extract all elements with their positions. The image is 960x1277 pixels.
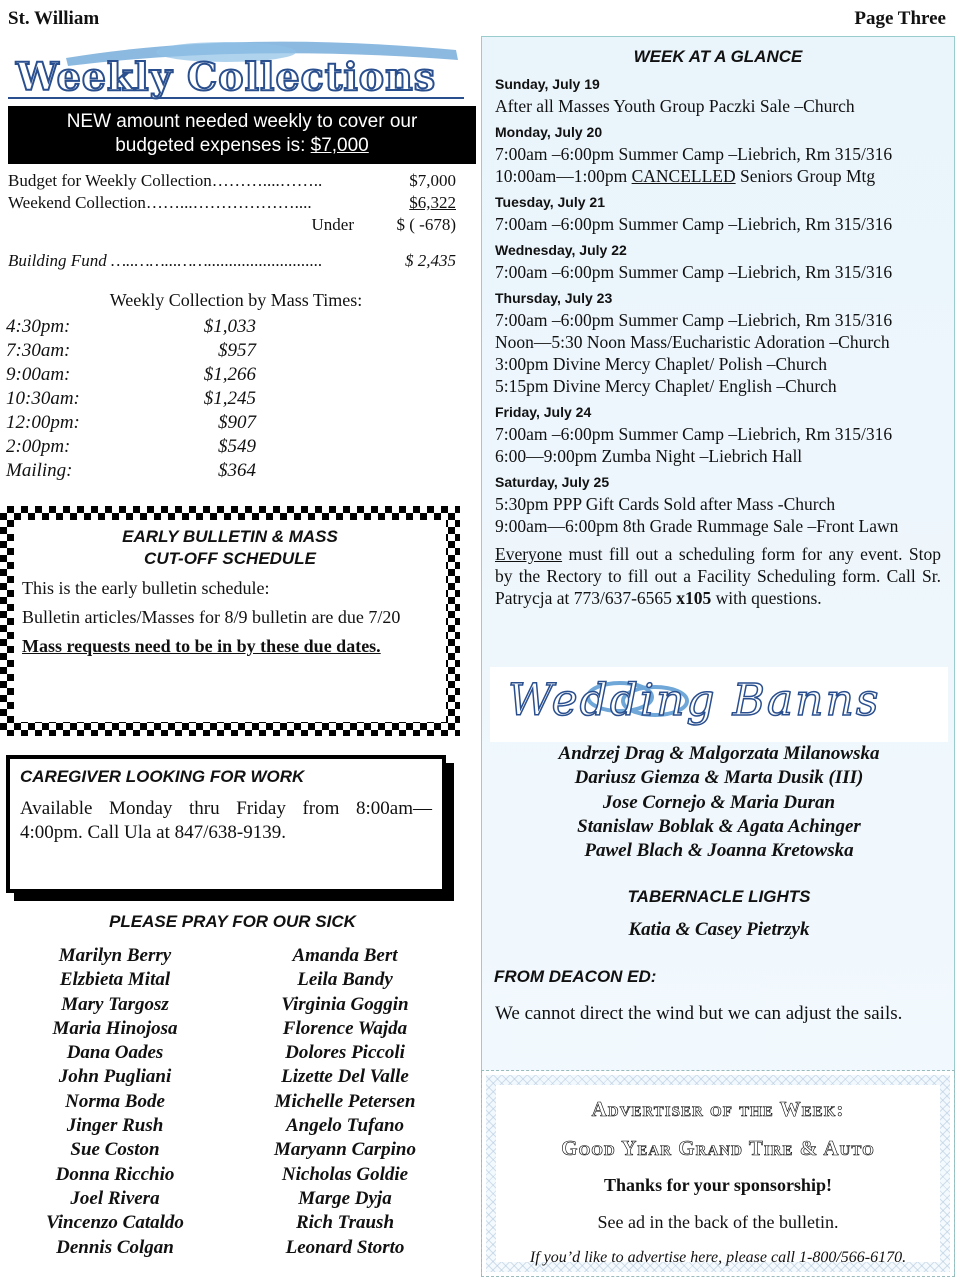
day-event: 7:00am –6:00pm Summer Camp –Liebrich, Rm 315/316 — [495, 144, 893, 164]
day-event: Noon—5:30 Noon Mass/Eucharistic Adoration –Church — [495, 332, 890, 352]
mass-row: 9:00am: $1,266 — [6, 364, 256, 385]
page-number: Page Three — [854, 8, 946, 29]
wedding-couple: Andrzej Drag & Malgorzata Milanowska — [558, 743, 880, 764]
sick-name: Virginia Goggin — [281, 993, 409, 1015]
weekly-collections-title: Weekly Collections — [16, 54, 437, 99]
scheduling-notice: Everyone must fill out a scheduling form for any event. Stop by the Rectory to fill out a Facility Scheduling form. Call Sr. Patrycja at 773/637-6565 x105 with questions. — [495, 544, 941, 608]
sick-name: Jinger Rush — [66, 1115, 164, 1137]
amount-needed-box — [8, 106, 476, 164]
sick-name: Leonard Storto — [285, 1236, 405, 1258]
day-block — [495, 401, 954, 467]
sick-name: Mary Targosz — [61, 993, 169, 1015]
mass-times-table — [6, 315, 471, 483]
under-row: Under $ ( -678) — [311, 215, 456, 234]
week-at-a-glance-title: WEEK AT A GLANCE — [633, 47, 803, 66]
deacon-title: FROM DEACON ED: — [494, 967, 657, 986]
sick-name: Rich Traush — [295, 1212, 395, 1234]
mass-requests-note: Mass requests need to be in by these due dates. — [22, 636, 381, 656]
sick-name: Vincenzo Cataldo — [46, 1212, 184, 1234]
advertiser-name: Good Year Grand Tire & Auto — [561, 1136, 875, 1160]
needed-line-2: budgeted expenses is: $7,000 — [115, 135, 369, 156]
sick-list-column-1 — [0, 944, 230, 1260]
wedding-couple: Pawel Blach & Joanna Kretowska — [584, 840, 854, 862]
early-bulletin-intro: This is the early bulletin schedule: — [22, 578, 270, 598]
day-event: 7:00am –6:00pm Summer Camp –Liebrich, Rm 315/316 — [495, 262, 893, 282]
building-fund-row: Building Fund …..……...……........................... $ 2,435 — [8, 251, 456, 270]
sick-name: Michelle Petersen — [274, 1090, 416, 1112]
mass-row: 2:00pm: $549 — [6, 436, 256, 457]
early-bulletin-box — [0, 506, 460, 736]
day-event: 6:00—9:00pm Zumba Night –Liebrich Hall — [495, 446, 803, 466]
sick-name: Joel Rivera — [70, 1187, 160, 1209]
parish-name: St. William — [8, 8, 100, 29]
needed-line-1: NEW amount needed weekly to cover our — [66, 111, 418, 132]
sick-name: Marilyn Berry — [58, 945, 172, 966]
mass-row: 10:30am: $1,245 — [6, 388, 256, 409]
day-name: Wednesday, July 22 — [495, 242, 627, 258]
sick-name: Lizette Del Valle — [281, 1066, 409, 1088]
day-name: Thursday, July 23 — [495, 290, 613, 306]
cutoff-schedule-title: CUT-OFF SCHEDULE — [144, 549, 316, 568]
sick-name: Angelo Tufano — [285, 1115, 405, 1137]
day-block — [495, 121, 954, 187]
day-name: Friday, July 24 — [495, 404, 592, 420]
day-event: 10:00am—1:00pm CANCELLED Seniors Group Mtg — [495, 166, 876, 186]
day-block — [495, 471, 954, 537]
wedding-couple: Dariusz Giemza & Marta Dusik (III) — [574, 767, 864, 789]
budget-row: Budget for Weekly Collection………....…….. $7,000 — [8, 171, 456, 190]
weekend-row: Weekend Collection……...……………….... $6,322 — [8, 193, 456, 212]
sick-name: Florence Wajda — [282, 1017, 408, 1039]
day-name: Monday, July 20 — [495, 124, 603, 140]
wedding-couples-list — [482, 742, 956, 863]
mass-times-title: Weekly Collection by Mass Times: — [109, 290, 363, 310]
sick-name: Amanda Bert — [292, 945, 398, 966]
weekly-collections-banner — [6, 36, 471, 106]
sick-name: Dennis Colgan — [56, 1236, 174, 1258]
sick-name: Norma Bode — [65, 1090, 165, 1112]
day-event: 9:00am—6:00pm 8th Grade Rummage Sale –Front Lawn — [495, 516, 899, 536]
advertiser-thanks: Thanks for your sponsorship! — [604, 1175, 832, 1195]
sick-name: Elzbieta Mital — [59, 969, 171, 991]
sick-name: Maryann Carpino — [273, 1139, 417, 1161]
mass-row: 7:30am: $957 — [6, 340, 256, 361]
day-event: 7:00am –6:00pm Summer Camp –Liebrich, Rm 315/316 — [495, 424, 893, 444]
needed-amount: $7,000 — [310, 135, 369, 156]
mass-row: 12:00pm: $907 — [6, 412, 256, 433]
bulletin-due-text: Bulletin articles/Masses for 8/9 bulletin are due 7/20 — [22, 607, 401, 627]
tabernacle-title: TABERNACLE LIGHTS — [627, 887, 811, 906]
caregiver-body: Available Monday thru Friday from 8:00am—4:00pm. Call Ula at 847/638-9139. — [20, 798, 432, 843]
day-name: Tuesday, July 21 — [495, 194, 605, 210]
day-event: 5:15pm Divine Mercy Chaplet/ English –Church — [495, 376, 837, 396]
day-event: 5:30pm PPP Gift Cards Sold after Mass -Church — [495, 494, 836, 514]
day-name: Sunday, July 19 — [495, 76, 600, 92]
day-name: Saturday, July 25 — [495, 474, 610, 490]
day-event: After all Masses Youth Group Paczki Sale –Church — [495, 96, 855, 116]
day-event: 3:00pm Divine Mercy Chaplet/ Polish –Church — [495, 354, 827, 374]
left-column — [6, 36, 471, 524]
pray-title: PLEASE PRAY FOR OUR SICK — [109, 912, 356, 931]
sick-name: Dolores Piccoli — [285, 1042, 405, 1064]
wedding-couple: Stanislaw Boblak & Agata Achinger — [577, 815, 861, 837]
sick-name: John Pugliani — [58, 1066, 172, 1088]
caregiver-title: CAREGIVER LOOKING FOR WORK — [20, 767, 305, 786]
mass-row: Mailing: $364 — [6, 460, 256, 481]
sick-name: Leila Bandy — [297, 969, 393, 991]
pray-for-sick-section — [0, 912, 465, 1260]
wedding-banns-banner — [490, 667, 948, 742]
sick-name: Donna Ricchio — [55, 1163, 175, 1185]
sick-name: Maria Hinojosa — [52, 1017, 178, 1039]
day-block — [495, 73, 954, 117]
budget-summary — [8, 170, 471, 272]
advertiser-title: Advertiser of the Week: — [591, 1097, 845, 1121]
right-column — [481, 36, 955, 1275]
sick-list-column-2 — [230, 944, 460, 1260]
wedding-banns-title: Wedding Banns — [508, 675, 881, 726]
tabernacle-names: Katia & Casey Pietrzyk — [628, 919, 810, 940]
advertiser-call: If you’d like to advertise here, please call 1-800/566-6170. — [529, 1249, 907, 1266]
sick-name: Dana Oades — [66, 1042, 164, 1064]
day-block — [495, 287, 954, 397]
sick-name: Nicholas Goldie — [281, 1163, 409, 1185]
wedding-couple: Jose Cornejo & Maria Duran — [602, 791, 836, 813]
advertiser-see-ad: See ad in the back of the bulletin. — [597, 1212, 839, 1232]
early-bulletin-title: EARLY BULLETIN & MASS — [122, 527, 338, 546]
sick-name: Marge Dyja — [298, 1187, 392, 1209]
day-event: 7:00am –6:00pm Summer Camp –Liebrich, Rm 315/316 — [495, 310, 893, 330]
caregiver-box — [6, 755, 446, 893]
mass-row: 4:30pm: $1,033 — [6, 316, 256, 337]
day-block — [495, 239, 954, 283]
advertiser-box — [482, 1071, 954, 1276]
day-block — [495, 191, 954, 235]
sick-name: Sue Coston — [70, 1139, 160, 1161]
deacon-quote: We cannot direct the wind but we can adjust the sails. — [495, 1003, 903, 1024]
week-schedule — [495, 73, 954, 537]
day-event: 7:00am –6:00pm Summer Camp –Liebrich, Rm 315/316 — [495, 214, 893, 234]
